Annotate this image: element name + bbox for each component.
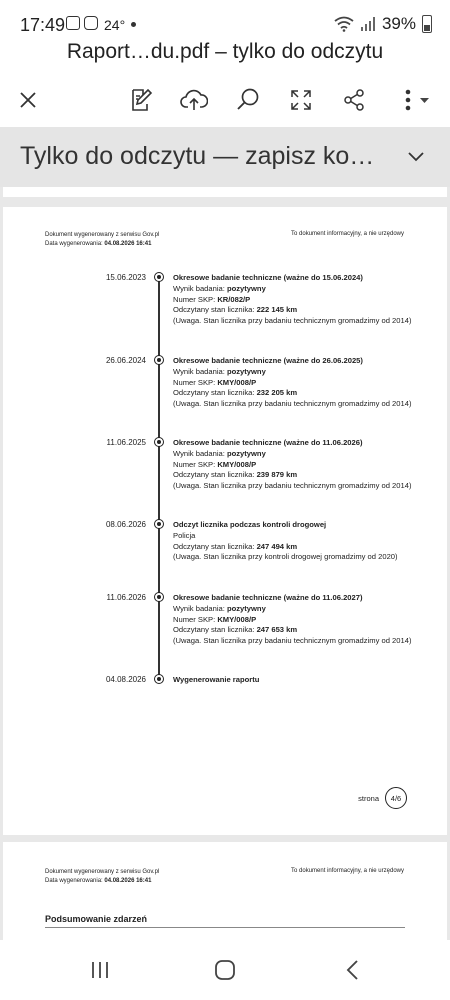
result-label: Wynik badania: — [173, 366, 227, 376]
instagram-notification-icon — [84, 16, 98, 30]
section-divider — [45, 927, 405, 928]
result-value: pozytywny — [226, 283, 266, 293]
status-temperature: 24° — [104, 17, 126, 33]
document-title: Raport…du.pdf – tylko do odczytu — [66, 40, 384, 63]
share-button[interactable] — [338, 84, 370, 116]
search-button[interactable] — [232, 84, 264, 116]
result-label: Wynik badania: — [173, 448, 227, 458]
banner-text: Tylko do odczytu — zapisz ko… — [20, 142, 375, 170]
cloud-upload-icon — [180, 88, 208, 112]
fullscreen-icon — [289, 88, 313, 112]
page-number: 4/6 — [385, 787, 407, 809]
skp-value: KR/082/P — [217, 294, 251, 304]
result-label: Wynik badania: — [173, 283, 227, 293]
event-title: Okresowe badanie techniczne (ważne do 26.06.2025) — [173, 356, 363, 365]
notification-icons — [66, 16, 98, 30]
recent-apps-button[interactable] — [85, 958, 115, 982]
event-details — [173, 675, 413, 686]
event-details — [173, 438, 413, 492]
timeline-dot-icon — [154, 272, 164, 282]
odometer-value: 232 205 km — [256, 388, 298, 398]
result-label: Wynik badania: — [173, 603, 227, 613]
event-note: (Uwaga. Stan licznika przy kontroli drogowej gromadzimy od 2020) — [173, 552, 398, 562]
pdf-toolbar — [0, 78, 450, 122]
event-date: 26.06.2024 — [105, 356, 146, 365]
pdf-page-4 — [3, 207, 447, 835]
page-header-left — [45, 868, 159, 886]
header-date-label: Data wygenerowania: — [45, 878, 105, 884]
timeline-dot-icon — [154, 355, 164, 365]
edit-icon — [128, 87, 154, 113]
odometer-label: Odczytany stan licznika: — [173, 470, 257, 480]
edit-button[interactable] — [125, 84, 157, 116]
event-note: (Uwaga. Stan licznika przy badaniu technicznym gromadzimy od 2014) — [173, 316, 412, 326]
header-date: 04.08.2026 16:41 — [104, 241, 152, 247]
skp-label: Numer SKP: — [173, 614, 218, 624]
event-details — [173, 273, 413, 327]
odometer-label: Odczytany stan licznika: — [173, 388, 257, 398]
timeline-line — [158, 277, 160, 683]
odometer-value: 239 879 km — [256, 470, 298, 480]
more-icon — [398, 88, 434, 112]
event-date: 08.06.2026 — [105, 520, 146, 529]
back-button[interactable] — [338, 958, 368, 982]
fullscreen-button[interactable] — [285, 84, 317, 116]
pdf-page-5 — [3, 842, 447, 940]
recent-apps-icon — [89, 960, 111, 980]
skp-label: Numer SKP: — [173, 377, 218, 387]
event-note: (Uwaga. Stan licznika przy badaniu technicznym gromadzimy od 2014) — [173, 481, 412, 491]
event-title: Okresowe badanie techniczne (ważne do 11.06.2026) — [173, 438, 363, 447]
timeline-dot-icon — [154, 674, 164, 684]
skp-value: KMY/008/P — [217, 459, 257, 469]
section-title: Podsumowanie zdarzeń — [45, 914, 148, 924]
share-icon — [342, 88, 366, 112]
timeline-dot-icon — [154, 592, 164, 602]
status-time: 17:49 — [20, 15, 66, 35]
odometer-value: 247 494 km — [256, 541, 298, 551]
timeline-dot-icon — [154, 519, 164, 529]
odometer-label: Odczytany stan licznika: — [173, 625, 257, 635]
result-value: pozytywny — [226, 603, 266, 613]
battery-icon — [422, 15, 432, 33]
result-value: pozytywny — [226, 448, 266, 458]
battery-percentage: 39% — [381, 14, 416, 33]
header-date: 04.08.2026 16:41 — [104, 878, 152, 884]
result-value: pozytywny — [226, 366, 266, 376]
event-date: 15.06.2023 — [105, 273, 146, 282]
timeline-dot-icon — [154, 437, 164, 447]
home-icon — [213, 958, 237, 982]
header-source: Dokument wygenerowany z serwisu Gov.pl — [45, 869, 160, 875]
header-date-label: Data wygenerowania: — [45, 241, 105, 247]
page-header-left — [45, 231, 159, 249]
signal-icon — [360, 16, 376, 32]
skp-label: Numer SKP: — [173, 294, 218, 304]
skp-value: KMY/008/P — [217, 377, 257, 387]
event-date: 04.08.2026 — [105, 675, 146, 684]
back-icon — [343, 959, 363, 981]
event-date: 11.06.2026 — [106, 593, 146, 602]
skp-label: Numer SKP: — [173, 459, 218, 469]
event-title: Wygenerowanie raportu — [173, 675, 260, 684]
notification-dot-icon — [131, 22, 136, 27]
event-date: 11.06.2025 — [106, 438, 146, 447]
event-details — [173, 593, 413, 647]
upload-button[interactable] — [178, 84, 210, 116]
event-note: (Uwaga. Stan licznika przy badaniu technicznym gromadzimy od 2014) — [173, 636, 412, 646]
close-button[interactable] — [12, 84, 44, 116]
close-icon — [19, 91, 37, 109]
odometer-value: 222 145 km — [256, 305, 298, 315]
odometer-label: Odczytany stan licznika: — [173, 541, 257, 551]
odometer-label: Odczytany stan licznika: — [173, 305, 257, 315]
navigation-bar — [0, 940, 450, 1000]
event-details — [173, 356, 413, 410]
more-options-button[interactable] — [396, 84, 436, 116]
page-indicator — [358, 787, 407, 809]
event-title: Okresowe badanie techniczne (ważne do 15.06.2024) — [173, 273, 363, 282]
event-title: Okresowe badanie techniczne (ważne do 11.06.2027) — [173, 593, 363, 602]
page-header-right: To dokument informacyjny, a nie urzędowy — [291, 868, 404, 874]
event-authority: Policja — [173, 530, 196, 540]
page-label: strona — [358, 793, 379, 803]
home-button[interactable] — [210, 958, 240, 982]
search-icon — [235, 87, 261, 113]
page-header-right: To dokument informacyjny, a nie urzędowy — [291, 231, 404, 237]
header-source: Dokument wygenerowany z serwisu Gov.pl — [45, 232, 160, 238]
wifi-icon — [334, 16, 354, 32]
skp-value: KMY/008/P — [217, 614, 257, 624]
event-details — [173, 520, 413, 563]
previous-page-fragment — [3, 187, 447, 197]
event-note: (Uwaga. Stan licznika przy badaniu technicznym gromadzimy od 2014) — [173, 399, 412, 409]
read-only-banner[interactable] — [0, 127, 450, 187]
odometer-value: 247 653 km — [256, 625, 298, 635]
pdf-viewer[interactable] — [0, 187, 450, 940]
event-title: Odczyt licznika podczas kontroli drogowej — [173, 520, 327, 529]
chevron-down-icon[interactable] — [406, 147, 426, 167]
gallery-notification-icon — [66, 16, 80, 30]
